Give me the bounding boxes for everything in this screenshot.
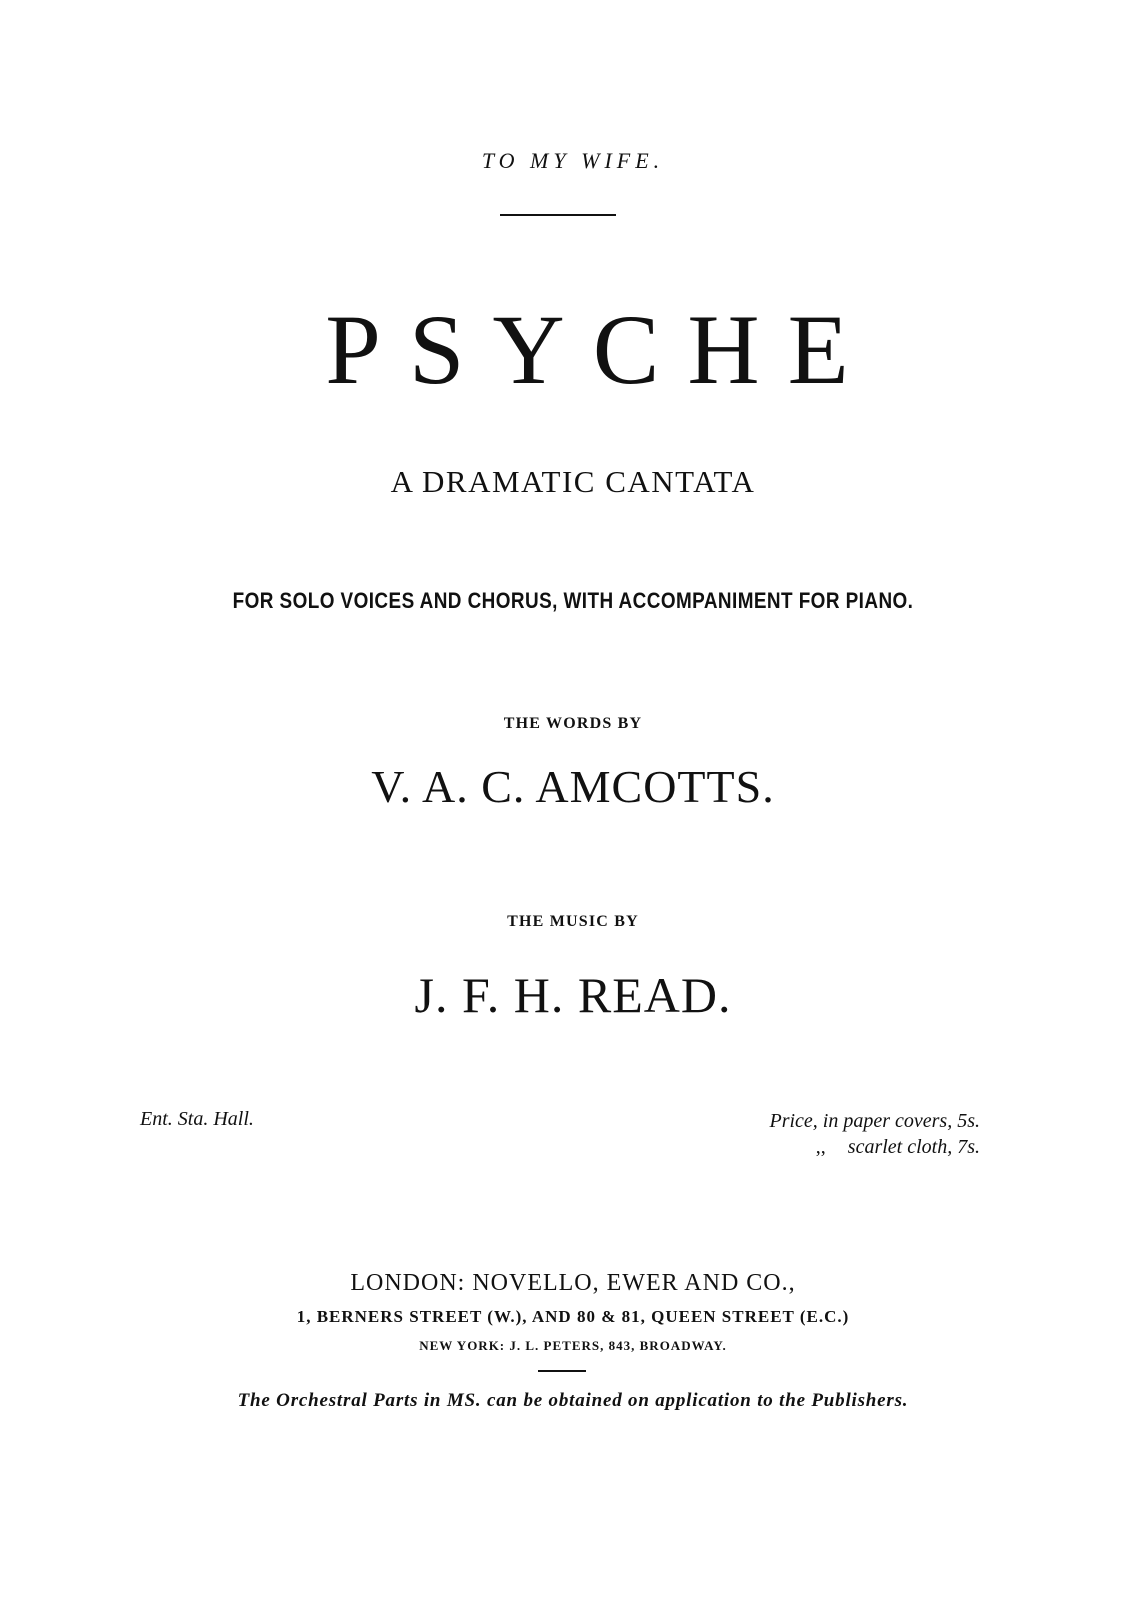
- new-york-agent: NEW YORK: J. L. PETERS, 843, BROADWAY.: [419, 1338, 727, 1353]
- price-line-cloth: [769, 1134, 980, 1160]
- price-block: [769, 1108, 980, 1160]
- price-cloth-text: scarlet cloth, 7s.: [847, 1136, 980, 1158]
- publisher-address: 1, BERNERS STREET (W.), AND 80 & 81, QUEEN STREET (E.C.): [296, 1307, 850, 1326]
- dedication: TO MY WIFE.: [481, 148, 665, 173]
- imprint-rule: [538, 1370, 586, 1372]
- author-name: V. A. C. AMCOTTS.: [371, 761, 775, 812]
- music-by-label: THE MUSIC BY: [507, 913, 639, 930]
- scoring-description: FOR SOLO VOICES AND CHORUS, WITH ACCOMPANIMENT FOR PIANO.: [232, 588, 914, 613]
- dedication-rule: [500, 214, 616, 216]
- price-line-paper: Price, in paper covers, 5s.: [769, 1110, 980, 1132]
- composer-name: J. F. H. READ.: [414, 967, 732, 1023]
- orchestral-parts-note: The Orchestral Parts in MS. can be obtained on application to the Publishers.: [237, 1390, 909, 1411]
- words-by-label: THE WORDS BY: [503, 715, 643, 732]
- publisher-line: LONDON: NOVELLO, EWER AND CO.,: [350, 1270, 796, 1296]
- work-title: PSYCHE: [325, 294, 877, 405]
- work-subtitle: A DRAMATIC CANTATA: [390, 464, 756, 499]
- entry-note: Ent. Sta. Hall.: [140, 1108, 254, 1130]
- ditto-mark: ,,: [815, 1136, 826, 1158]
